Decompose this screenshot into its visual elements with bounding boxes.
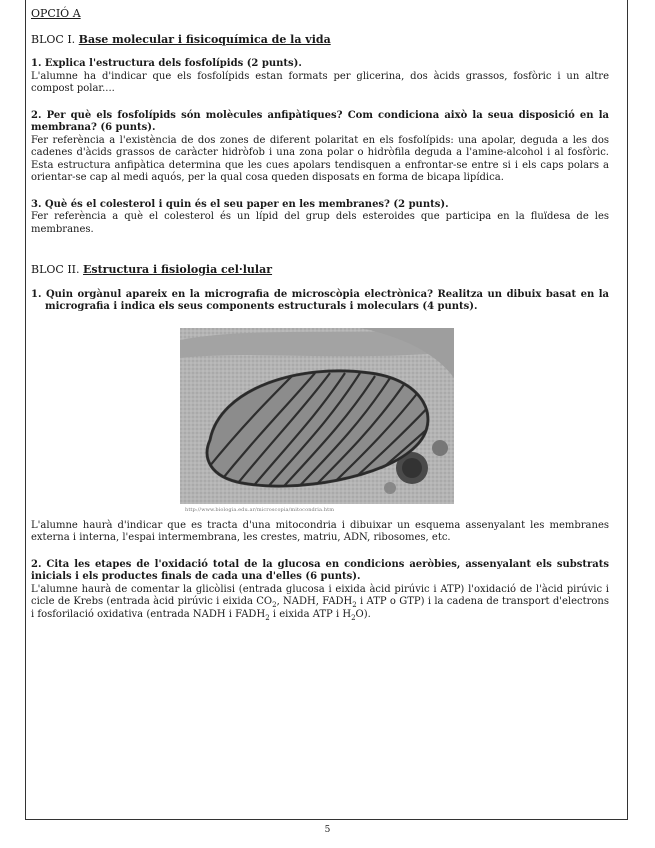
mitochondria-micrograph — [180, 328, 454, 504]
bloc2-title: Estructura i fisiologia cel·lular — [83, 263, 273, 276]
bloc1-title: Base molecular i fisicoquímica de la vida — [78, 32, 331, 46]
bloc2-answer-1: L'alumne haurà d'indicar que es tracta d'una mitocondria i dibuixar un esquema assenyalant les membranes externa i interna, l'espai intermembrana, les crestes, matriu, ADN, ribosomes, etc. — [31, 519, 609, 543]
bloc1-answer-3: Fer referència a què el colesterol és un lípid del grup dels esteroides que participa en la fluïdesa de les membranes. — [31, 211, 609, 235]
bloc1-answer-2: Fer referència a l'existència de dos zones de diferent polaritat en els fosfolípids: una apolar, deguda a les dos cadenes d'àcids grassos de caràcter hidròfob i una zona polar o hidròfila deguda a l'amine-alcohol i al fosfòric. Esta estructura anfipàtica determina que les cues apolars tendisquen a enfrontar-se entre si i els caps polars a orientar-se cap al medi aquós, per la qual cosa queden disposats en forma de bicapa lipídica. — [31, 134, 609, 183]
bloc2-prefix: BLOC II. — [31, 263, 84, 276]
bloc2-question-2: 2. Cita les etapes de l'oxidació total de la glucosa en condicions aeròbies, assenyalant els substrats inicials i els productes finals de cada una d'elles (6 punts). — [31, 558, 609, 582]
page-number: 5 — [324, 825, 331, 835]
bloc1-question-3: 3. Què és el colesterol i quin és el seu paper en les membranes? (2 punts). — [31, 198, 449, 210]
bloc1-question-1: 1. Explica l'estructura dels fosfolípids (2 punts). — [31, 58, 302, 69]
bloc1-prefix: BLOC I. — [31, 32, 79, 46]
micrograph-source-caption: http://www.biologia.edu.ar/microscopia/mitocondria.htm — [185, 506, 335, 513]
bloc2-answer-2: L'alumne haurà de comentar la glicòlisi (entrada glucosa i eixida àcid pirúvic i ATP) l'oxidació de l'àcid pirúvic i cicle de Krebs (entrada àcid pirúvic i eixida $CO_2$, NADH, $FADH_2$ i ATP o GTP) i la cadena de transport d'electrons i fosforilació oxidativa (entrada NADH i $FADH_2$ i eixida ATP i $H_2O$). — [31, 583, 609, 622]
bloc2-question-1: 1. Quin orgànul apareix en la micrografia de microscòpia electrònica? Realitza un dibuix basat en la micrografia i indica els seus components estructurals i moleculars (4 punts). — [31, 288, 609, 312]
document-body — [31, 8, 609, 635]
bloc1-answer-1: L'alumne ha d'indicar que els fosfolípids estan formats per glicerina, dos àcids grassos, fosfòric i un altre compost polar.... — [31, 70, 609, 94]
bloc1-question-2: 2. Per què els fosfolípids són molècules anfipàtiques? Com condiciona això la seua disposició en la membrana? (6 punts). — [31, 109, 609, 133]
option-heading: OPCIÓ A — [31, 7, 81, 20]
bloc1-heading — [31, 34, 609, 47]
bloc2-heading — [31, 264, 609, 277]
